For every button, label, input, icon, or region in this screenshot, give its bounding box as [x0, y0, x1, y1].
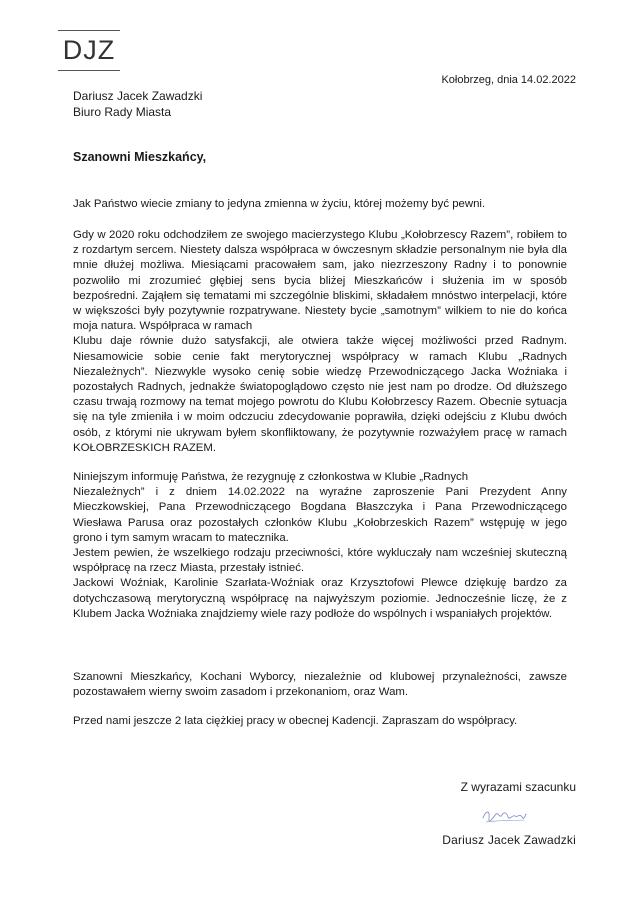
- paragraph-1: [73, 197, 567, 212]
- sender-block: [73, 88, 202, 120]
- paragraph-text: Jestem pewien, że wszelkiego rodzaju przeciwności, które wykluczały nam wcześniej skuteczną współpracę na rzecz Miasta, przestały istnieć.: [73, 547, 567, 575]
- place-date: Kołobrzeg, dnia 14.02.2022: [441, 74, 576, 86]
- paragraph-text: Gdy w 2020 roku odchodziłem ze swojego macierzystego Klubu „Kołobrzescy Razem”, robiłem to z rozdartym sercem. Niestety dalsza współpraca w ówczesnym składzie personalnym nie była dla mnie dłużej możliwa. Miesiącami pracowałem sam, jako niezrzeszony Radny i to ponownie pozwoliło mi zrozumieć głębiej sens bycia bliżej Mieszkańców i służenia im w sposób bezpośredni. Zająłem się tematami mi szczególnie bliskimi, składałem mnóstwo interpelacji, które w większości były pozytywnie rozpatrywane. Niestety bycie „samotnym” wilkiem to nie do końca moja natura. Współpraca w ramach: [73, 229, 567, 333]
- paragraph-4: [73, 670, 567, 700]
- paragraph-3: [73, 470, 567, 622]
- logo-top-rule: [58, 30, 120, 31]
- logo-bottom-rule: [58, 70, 120, 71]
- paragraph-text: Szanowni Mieszkańcy, Kochani Wyborcy, niezależnie od klubowej przynależności, zawsze pozostawałem wierny swoim zasadom i przekonaniom, oraz Wam.: [73, 671, 567, 699]
- paragraph-2: [73, 228, 567, 456]
- salutation: Szanowni Mieszkańcy,: [73, 150, 207, 164]
- sender-name: Dariusz Jacek Zawadzki: [73, 89, 203, 103]
- paragraph-5: [73, 714, 567, 729]
- logo-text: DJZ: [62, 35, 116, 65]
- logo: [58, 30, 120, 71]
- paragraph-text: Przed nami jeszcze 2 lata ciężkiej pracy w obecnej Kadencji. Zapraszam do współpracy.: [73, 715, 518, 727]
- closing: Z wyrazami szacunku: [460, 780, 576, 794]
- sender-office: Biuro Rady Miasta: [73, 105, 172, 119]
- paragraph-text: Niezależnych” i z dniem 14.02.2022 na wyraźne zaproszenie Pani Prezydent Anny Mieczkowskiej, Pana Przewodniczącego Bogdana Błaszczyka i Pana Przewodniczącego Wiesława Parusa oraz pozostałych członków Klubu „Kołobrzeskich Razem” wstępuję w jego grono i tym samym wracam to matecznika.: [73, 486, 567, 544]
- paragraph-text: Niniejszym informuję Państwa, że rezygnuję z członkostwa w Klubie „Radnych: [73, 471, 469, 483]
- paragraph-text: Jackowi Woźniak, Karolinie Szarłata-Woźniak oraz Krzysztofowi Plewce dziękuję bardzo za dotychczasową merytoryczną współpracę na najwyższym poziomie. Jednocześnie liczę, że z Klubem Jacka Woźniaka znajdziemy wiele razy podłoże do wspólnych i wspaniałych projektów.: [73, 577, 567, 620]
- paragraph-text: Klubu daje równie dużo satysfakcji, ale otwiera także więcej możliwości przed Radnym. Niesamowicie sobie cenie fakt merytorycznej współpracy w ramach Klubu „Radnych Niezależnych”. Niezwykle wysoko cenię sobie wiedzę Przewodniczącego Jacka Woźniaka i pozostałych Radnych, jednakże światopoglądowo często nie jest nam po drodze. Od dłuższego czasu trwają rozmowy na temat mojego powrotu do Klubu Kołobrzescy Razem. Obecnie sytuacja się na tyle zmieniła i w moim odczuciu zdecydowanie poprawiła, dzięki odejściu z Klubu dwóch osób, z którymi nie ukrywam byłem skonfliktowany, że pozytywnie rozważyłem pracę w ramach KOŁOBRZESKICH RAZEM.: [73, 335, 567, 454]
- handwritten-signature: [480, 804, 528, 826]
- signer-name: Dariusz Jacek Zawadzki: [442, 833, 576, 847]
- paragraph-text: Jak Państwo wiecie zmiany to jedyna zmienna w życiu, której możemy być pewni.: [73, 198, 486, 210]
